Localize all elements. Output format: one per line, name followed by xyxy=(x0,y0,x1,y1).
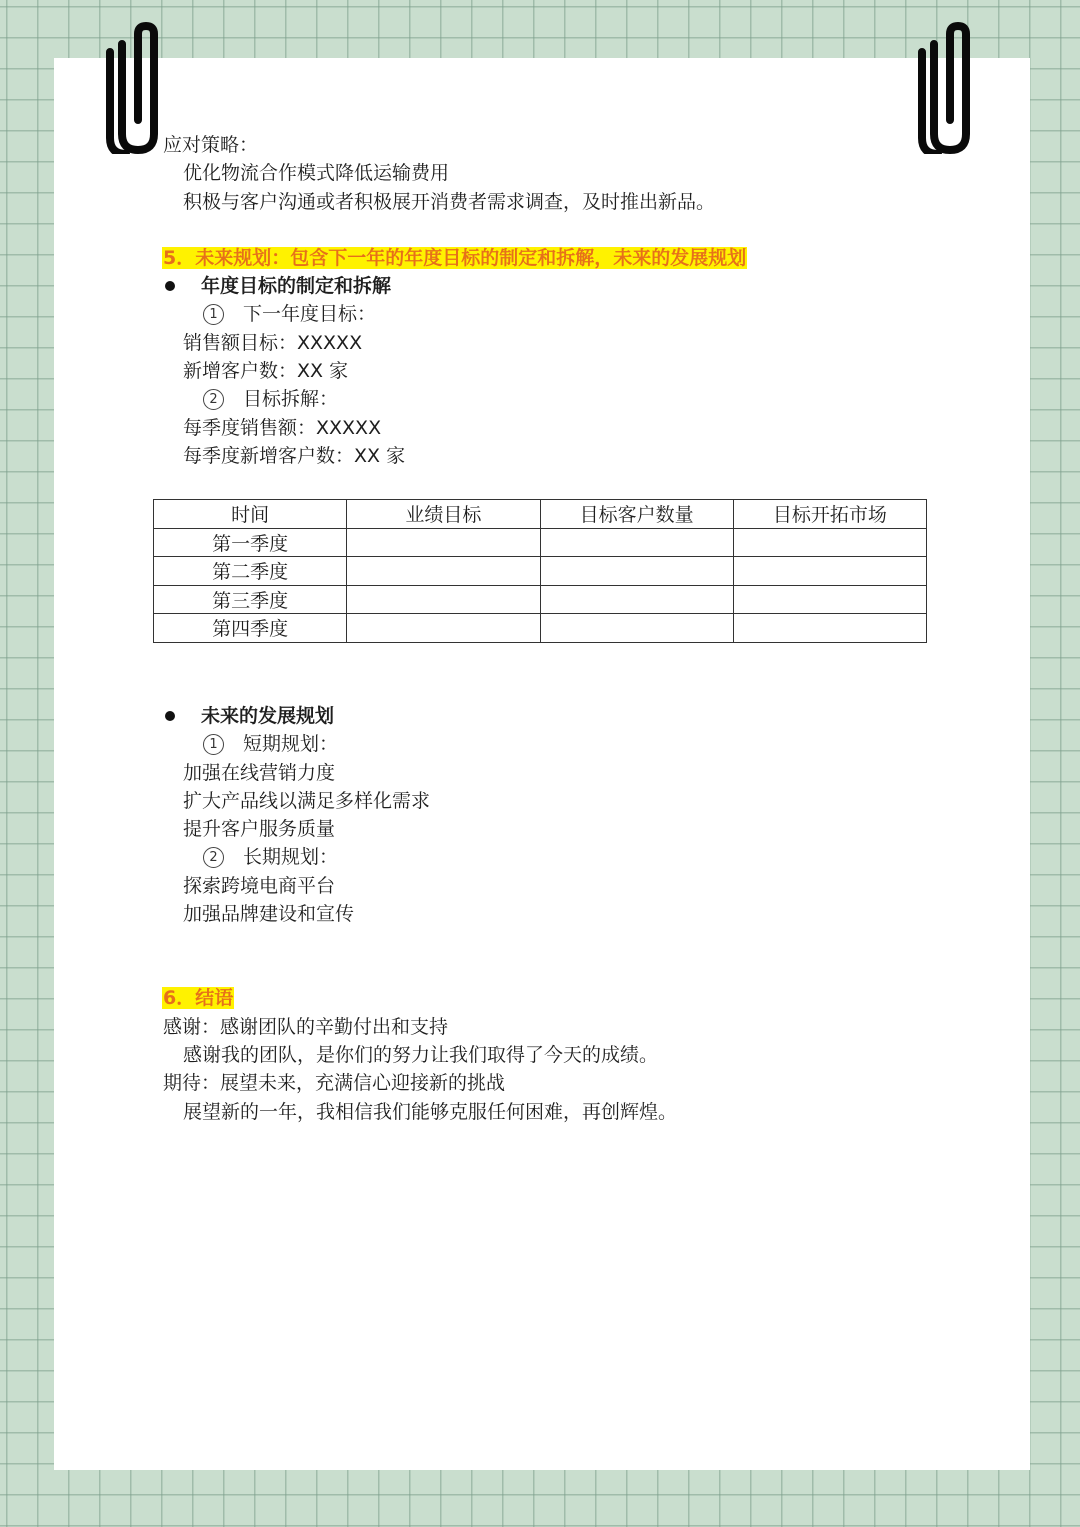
circled-number-icon: 1 xyxy=(203,734,224,755)
sub-heading-breakdown: 目标拆解： xyxy=(243,388,339,410)
table-cell xyxy=(347,614,540,643)
goal-line: 新增客户数：XX 家 xyxy=(183,360,349,382)
thanks-label: 感谢：感谢团队的辛勤付出和支持 xyxy=(163,1016,449,1038)
table-cell: 第四季度 xyxy=(154,614,347,643)
table-cell xyxy=(540,585,733,614)
bullet-dot-icon xyxy=(165,711,175,721)
section5-title xyxy=(162,245,747,271)
circled-number-icon: 1 xyxy=(203,304,224,325)
table-cell: 第二季度 xyxy=(154,557,347,586)
bullet-annual-goals: 年度目标的制定和拆解 xyxy=(201,275,392,297)
table-cell xyxy=(347,557,540,586)
bullet-dot-icon xyxy=(165,281,175,291)
bullet-future-plan: 未来的发展规划 xyxy=(201,705,335,727)
table-cell: 第三季度 xyxy=(154,585,347,614)
table-header-row xyxy=(154,500,927,529)
table-cell xyxy=(347,528,540,557)
quarterly-goals-table xyxy=(153,499,927,643)
plan-line: 提升客户服务质量 xyxy=(183,818,336,840)
sub-heading-long-term: 长期规划： xyxy=(243,846,339,868)
section5-title-text: 5．未来规划：包含下一年的年度目标的制定和拆解，未来的发展规划 xyxy=(163,247,747,269)
goal-line: 销售额目标：XXXXX xyxy=(183,332,363,354)
table-header: 目标开拓市场 xyxy=(733,500,926,529)
goal-line: 每季度新增客户数：XX 家 xyxy=(183,445,406,467)
circled-number-icon: 2 xyxy=(203,389,224,410)
strategy-item: 积极与客户沟通或者积极展开消费者需求调查，及时推出新品。 xyxy=(183,191,716,213)
table-cell xyxy=(733,557,926,586)
thanks-text: 感谢我的团队，是你们的努力让我们取得了今天的成绩。 xyxy=(183,1044,659,1066)
strategy-heading: 应对策略： xyxy=(163,134,259,156)
table-row xyxy=(154,528,927,557)
expect-label: 期待：展望未来，充满信心迎接新的挑战 xyxy=(163,1072,506,1094)
table-cell xyxy=(733,585,926,614)
table-row xyxy=(154,557,927,586)
sub-heading-next-year: 下一年度目标： xyxy=(243,303,377,325)
table-cell xyxy=(733,528,926,557)
goal-line: 每季度销售额：XXXXX xyxy=(183,417,382,439)
circled-number-icon: 2 xyxy=(203,847,224,868)
table-cell xyxy=(540,614,733,643)
paperclip-icon xyxy=(914,22,986,154)
expect-text: 展望新的一年，我相信我们能够克服任何困难，再创辉煌。 xyxy=(183,1101,678,1123)
table-row xyxy=(154,614,927,643)
strategy-item: 优化物流合作模式降低运输费用 xyxy=(183,162,450,184)
section6-title-text: 6．结语 xyxy=(163,987,234,1009)
plan-line: 探索跨境电商平台 xyxy=(183,875,336,897)
table-header: 时间 xyxy=(154,500,347,529)
plan-line: 扩大产品线以满足多样化需求 xyxy=(183,790,431,812)
table-header: 业绩目标 xyxy=(347,500,540,529)
plan-line: 加强在线营销力度 xyxy=(183,762,336,784)
plan-line: 加强品牌建设和宣传 xyxy=(183,903,355,925)
table-cell xyxy=(540,528,733,557)
table-cell xyxy=(347,585,540,614)
table-cell xyxy=(733,614,926,643)
table-header: 目标客户数量 xyxy=(540,500,733,529)
table-row xyxy=(154,585,927,614)
section6-title xyxy=(162,985,234,1011)
table-cell: 第一季度 xyxy=(154,528,347,557)
sub-heading-short-term: 短期规划： xyxy=(243,733,339,755)
table-cell xyxy=(540,557,733,586)
